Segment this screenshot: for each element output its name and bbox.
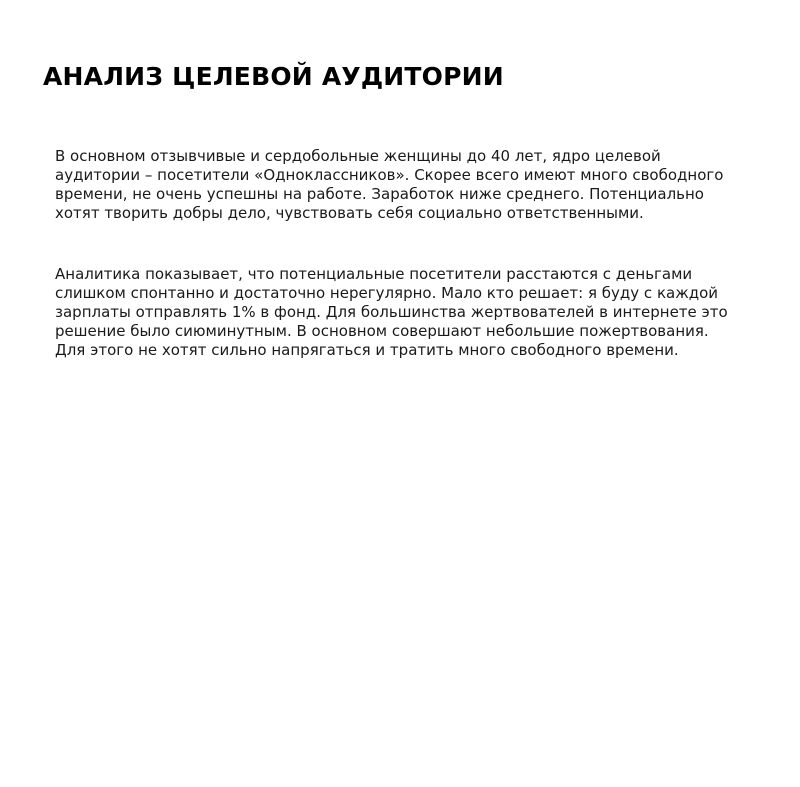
slide-title: АНАЛИЗ ЦЕЛЕВОЙ АУДИТОРИИ (43, 62, 504, 91)
paragraph-analytics: Аналитика показывает, что потенциальные посетители расстаются с деньгами слишком спонтанно и достаточно нерегулярно. Мало кто решает: я буду с каждой зарплаты отправлять 1% в фонд. Для большинства жертвователей в интернете это решение было сиюминутным. В основном совершают небольшие пожертвования. Для этого не хотят сильно напрягаться и тратить много свободного времени. (55, 265, 728, 359)
paragraph-audience-profile: В основном отзывчивые и сердобольные женщины до 40 лет, ядро целевой аудитории – посетители «Одноклассников». Скорее всего имеют много свободного времени, не очень успешны на работе. Заработок ниже среднего. Потенциально хотят творить добры дело, чувствовать себя социально ответственными. (55, 147, 724, 222)
